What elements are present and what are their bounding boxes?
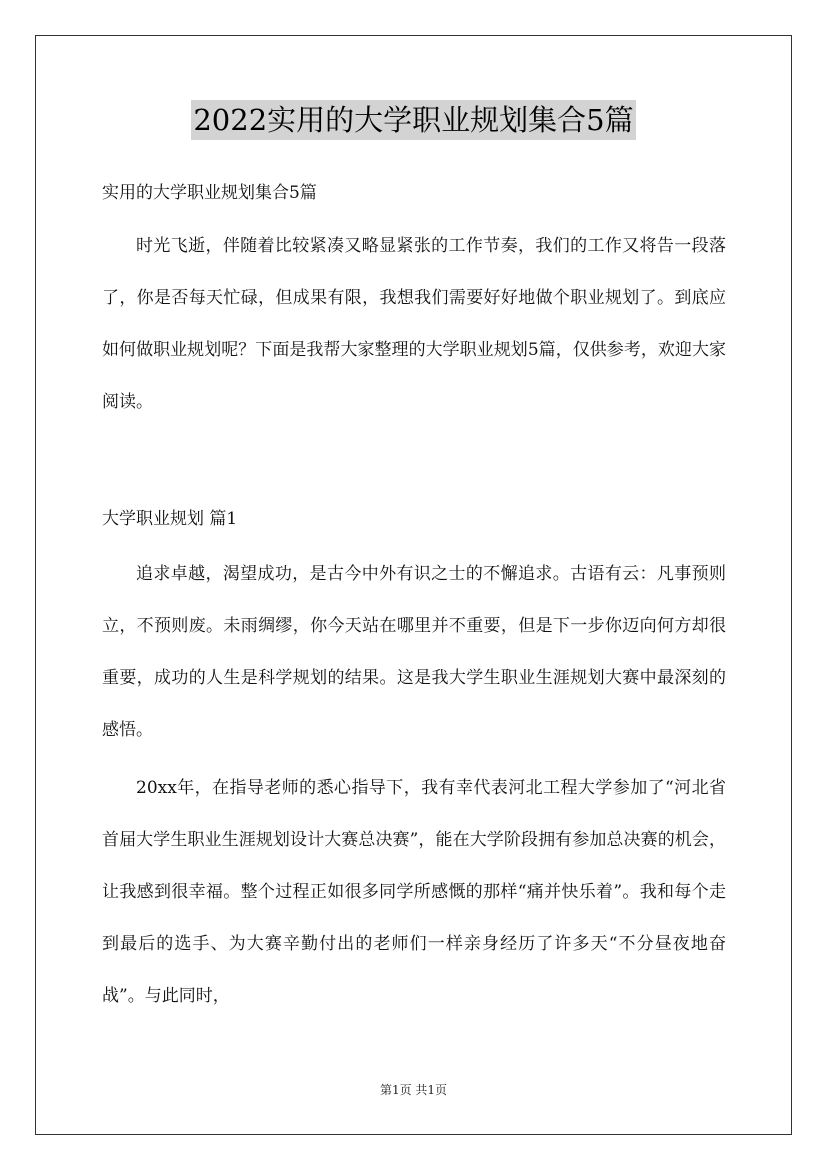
page-footer: 第1页 共1页 (379, 1083, 448, 1097)
title-container (0, 100, 827, 140)
body-paragraph: 20xx年，在指导老师的悉心指导下，我有幸代表河北工程大学参加了“河北省首届大学生职业生涯规划设计大赛总决赛”，能在大学阶段拥有参加总决赛的机会，让我感到很幸福。整个过程正如很多同学所感慨的那样“痛并快乐着”。我和每个走到最后的选手、为大赛辛勤付出的老师们一样亲身经历了许多天“不分昼夜地奋战”。与此同时， (102, 778, 726, 1006)
body-paragraph: 追求卓越，渴望成功，是古今中外有识之士的不懈追求。古语有云：凡事预则立，不预则废。未雨绸缪，你今天站在哪里并不重要，但是下一步你迈向何方却很重要，成功的人生是科学规划的结果。这是我大学生职业生涯规划大赛中最深刻的感悟。 (102, 564, 726, 740)
intro-paragraph: 时光飞逝，伴随着比较紧凑又略显紧张的工作节奏，我们的工作又将告一段落了，你是否每天忙碌，但成果有限，我想我们需要好好地做个职业规划了。到底应如何做职业规划呢？下面是我帮大家整理的大学职业规划5篇，仅供参考，欢迎大家阅读。 (102, 236, 726, 412)
document-subtitle: 实用的大学职业规划集合5篇 (102, 183, 317, 203)
document-title: 2022实用的大学职业规划集合5篇 (191, 100, 635, 140)
section-heading: 大学职业规划 篇1 (102, 509, 238, 529)
